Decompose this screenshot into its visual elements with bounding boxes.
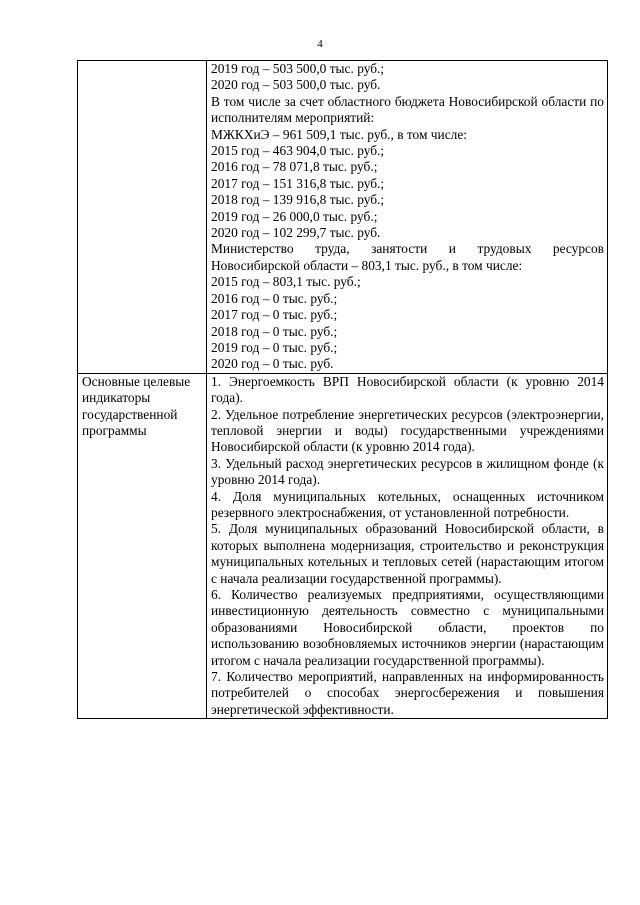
finance-line: 2018 год – 139 916,8 тыс. руб.; (211, 192, 385, 208)
finance-line: 2016 год – 78 071,8 тыс. руб.; (211, 159, 378, 175)
finance-line: 2019 год – 26 000,0 тыс. руб.; (211, 208, 378, 224)
indicator-item: 7. Количество мероприятий, направленных на информированность потребителей о способах энергосбережения и повышения энергетической эффективности. (211, 669, 604, 717)
finance-line: 2020 год – 503 500,0 тыс. руб. (211, 77, 381, 93)
finance-paragraph: В том числе за счет областного бюджета Новосибирской области по исполнителям мероприятий: (211, 93, 604, 126)
finance-paragraph: Министерство труда, занятости и трудовых ресурсов Новосибирской области – 803,1 тыс. руб., в том числе: (211, 241, 604, 273)
indicator-item: 2. Удельное потребление энергетических ресурсов (электроэнергии, тепловой энергии и воды) государственными учреждениями Новосибирской области (к уровню 2014 года). (211, 406, 604, 455)
indicator-item: 3. Удельный расход энергетических ресурсов в жилищном фонде (к уровню 2014 года). (211, 455, 604, 488)
finance-line: 2016 год – 0 тыс. руб.; (211, 290, 338, 306)
indicators-row (78, 373, 608, 719)
finance-line: МЖКХиЭ – 961 509,1 тыс. руб., в том числе: (211, 126, 467, 142)
finance-row-content (207, 61, 608, 374)
finance-line: 2017 год – 151 316,8 тыс. руб.; (211, 175, 385, 191)
indicator-item: 6. Количество реализуемых предприятиями, осуществляющими инвестиционную деятельность совместно с муниципальными образованиями Новосибирской области, проектов по использованию возобновляемых источников энергии (нарастающим итогом с начала реализации государственной программы). (211, 587, 604, 668)
finance-line: 2015 год – 463 904,0 тыс. руб.; (211, 143, 385, 159)
finance-line: 2018 год – 0 тыс. руб.; (211, 323, 338, 339)
finance-line: 2019 год – 0 тыс. руб.; (211, 339, 338, 355)
indicator-item: 5. Доля муниципальных образований Новосибирской области, в которых выполнена модернизация, строительство и реконструкция муниципальных котельных и тепловых сетей (нарастающим итогом с начала реализации государственной программы). (211, 521, 604, 586)
indicator-item: 1. Энергоемкость ВРП Новосибирской области (к уровню 2014 года). (211, 373, 604, 406)
page-number: 4 (317, 38, 323, 50)
indicators-row-content (207, 373, 608, 719)
finance-line: 2019 год – 503 500,0 тыс. руб.; (211, 61, 385, 76)
program-passport-table (77, 60, 608, 719)
indicator-item: 4. Доля муниципальных котельных, оснащенных источником резервного электроснабжения, от установленной потребности. (211, 488, 604, 520)
finance-row (78, 61, 608, 374)
finance-line: 2015 год – 803,1 тыс. руб.; (211, 274, 361, 290)
finance-line: 2017 год – 0 тыс. руб.; (211, 307, 338, 323)
finance-row-label (78, 61, 207, 374)
finance-line: 2020 год – 0 тыс. руб. (211, 356, 334, 372)
finance-line: 2020 год – 102 299,7 тыс. руб. (211, 225, 381, 241)
indicators-row-label: Основные целевые индикаторы государственной программы (78, 373, 207, 719)
